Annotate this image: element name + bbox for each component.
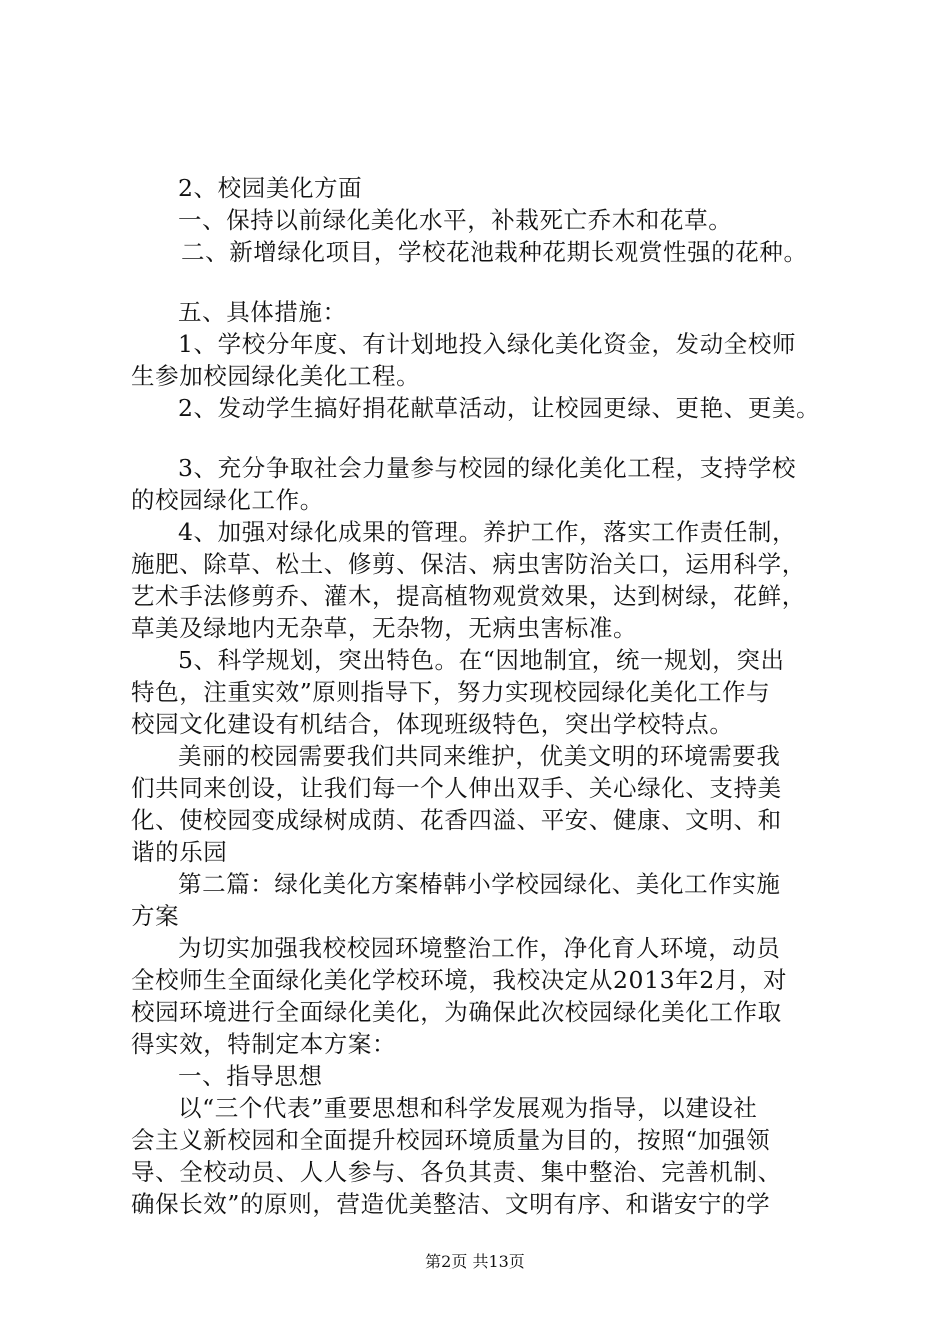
text-line: 们共同来创设，让我们每一个人伸出双手、关心绿化、支持美 bbox=[131, 774, 782, 802]
text-line: 全校师生全面绿化美化学校环境，我校决定从2013年2月，对 bbox=[131, 966, 788, 994]
text-line: 施肥、除草、松土、修剪、保洁、病虫害防治关口，运用科学， bbox=[131, 550, 806, 578]
section-heading-continued: 方案 bbox=[131, 902, 180, 930]
text-line: 为切实加强我校校园环境整治工作，净化育人环境，动员 bbox=[178, 934, 781, 962]
text-line: 一、指导思想 bbox=[178, 1062, 323, 1090]
page-number-footer: 第2页 共13页 bbox=[425, 1252, 525, 1271]
text-line: 得实效，特制定本方案： bbox=[131, 1030, 397, 1058]
section-heading: 第二篇：绿化美化方案椿韩小学校园绿化、美化工作实施 bbox=[178, 870, 781, 898]
text-line: 一、保持以前绿化美化水平，补栽死亡乔木和花草。 bbox=[178, 206, 733, 234]
text-line: 2、校园美化方面 bbox=[178, 174, 363, 202]
text-line: 二、新增绿化项目，学校花池栽种花期长观赏性强的花种。 bbox=[181, 238, 808, 266]
text-line: 生参加校园绿化美化工程。 bbox=[131, 362, 421, 390]
text-line: 确保长效”的原则，营造优美整洁、文明有序、和谐安宁的学 bbox=[131, 1190, 771, 1218]
text-line: 草美及绿地内无杂草，无杂物，无病虫害标准。 bbox=[131, 614, 638, 642]
text-line: 美丽的校园需要我们共同来维护，优美文明的环境需要我 bbox=[178, 742, 781, 770]
text-line: 5、科学规划，突出特色。在“因地制宜，统一规划，突出 bbox=[178, 646, 785, 674]
text-line: 化、使校园变成绿树成荫、花香四溢、平安、健康、文明、和 bbox=[131, 806, 782, 834]
text-line: 导、全校动员、人人参与、各负其责、集中整治、完善机制、 bbox=[131, 1158, 782, 1186]
text-line: 1、学校分年度、有计划地投入绿化美化资金，发动全校师 bbox=[178, 330, 797, 358]
text-line: 特色，注重实效”原则指导下，努力实现校园绿化美化工作与 bbox=[131, 678, 771, 706]
text-line: 的校园绿化工作。 bbox=[131, 486, 324, 514]
text-line: 以“三个代表”重要思想和科学发展观为指导，以建设社 bbox=[178, 1094, 758, 1122]
text-line: 五、具体措施： bbox=[178, 298, 347, 326]
text-line: 艺术手法修剪乔、灌木，提高植物观赏效果，达到树绿，花鲜， bbox=[131, 582, 806, 610]
text-line: 2、发动学生搞好捐花献草活动，让校园更绿、更艳、更美。 bbox=[178, 394, 821, 422]
text-line: 3、充分争取社会力量参与校园的绿化美化工程，支持学校 bbox=[178, 454, 797, 482]
text-line: 4、加强对绿化成果的管理。养护工作，落实工作责任制， bbox=[178, 518, 797, 546]
text-line: 会主义新校园和全面提升校园环境质量为目的，按照“加强领 bbox=[131, 1126, 771, 1154]
text-line: 校园文化建设有机结合，体现班级特色，突出学校特点。 bbox=[131, 710, 734, 738]
text-line: 校园环境进行全面绿化美化，为确保此次校园绿化美化工作取 bbox=[131, 998, 782, 1026]
text-line: 谐的乐园 bbox=[131, 838, 228, 866]
